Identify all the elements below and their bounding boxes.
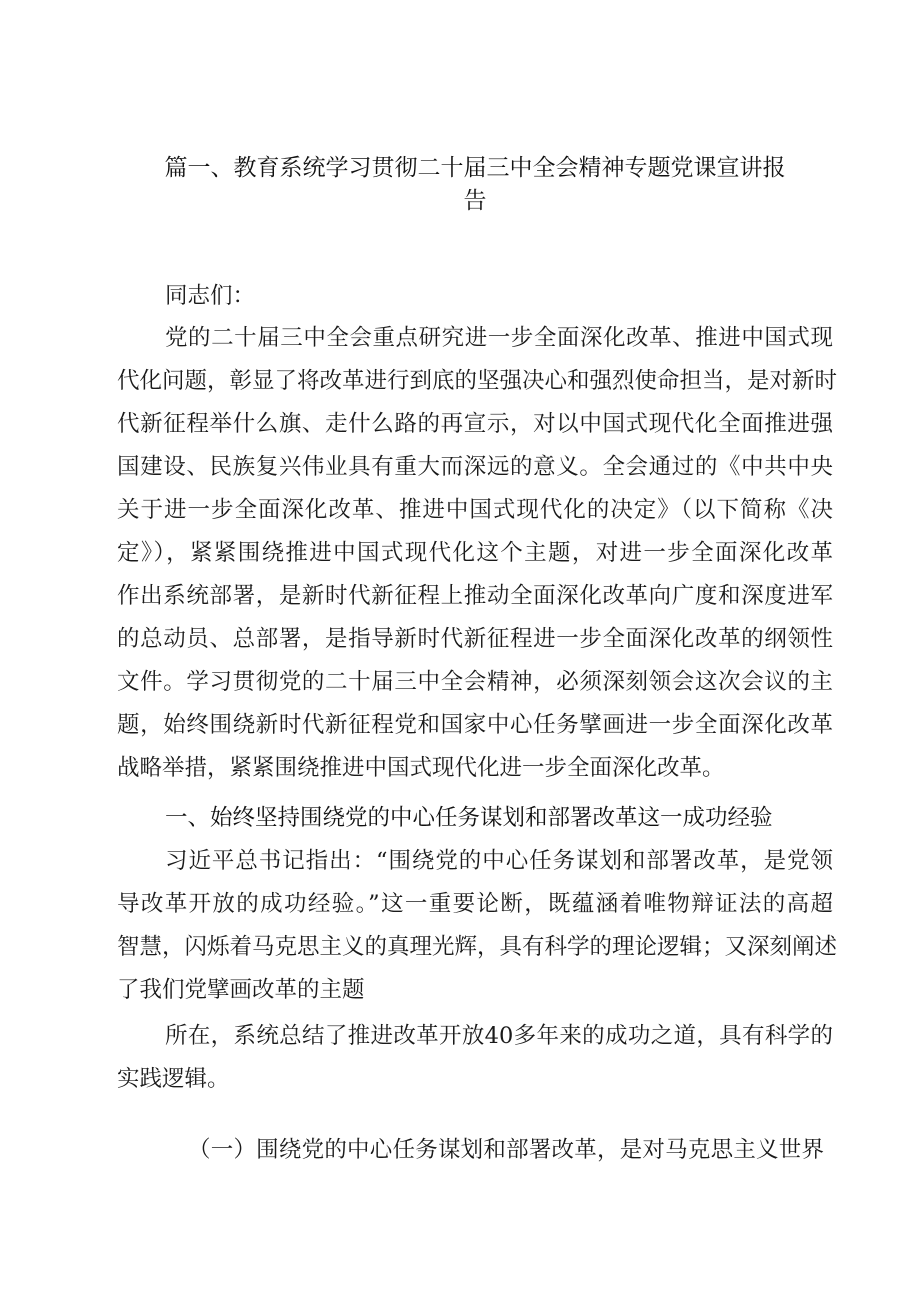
section-1-heading: 一、始终坚持围绕党的中心任务谋划和部署改革这一成功经验	[165, 805, 773, 831]
intro-line: 战略举措，紧紧围绕推进中国式现代化进一步全面深化改革。	[117, 755, 725, 781]
intro-line: 党的二十届三中全会重点研究进一步全面深化改革、推进中国式现	[165, 325, 833, 351]
document-title-line-2: 告	[463, 188, 487, 214]
section-1-line: 了我们党擘画改革的主题	[117, 977, 365, 1003]
document-title-line-1: 篇一、教育系统学习贯彻二十届三中全会精神专题党课宣讲报	[164, 155, 786, 181]
intro-line: 定》），紧紧围绕推进中国式现代化这个主题，对进一步全面深化改革	[117, 540, 833, 566]
subsection-1-heading: （一）围绕党的中心任务谋划和部署改革，是对马克思主义世界	[188, 1137, 824, 1163]
section-1-line: 导改革开放的成功经验。”这一重要论断，既蕴涵着唯物辩证法的高超	[117, 891, 833, 917]
intro-line: 的总动员、总部署，是指导新时代新征程进一步全面深化改革的纲领性	[117, 626, 833, 652]
intro-line: 关于进一步全面深化改革、推进中国式现代化的决定》（以下简称《决	[117, 497, 833, 523]
intro-line: 作出系统部署，是新时代新征程上推动全面深化改革向广度和深度进军	[117, 583, 833, 609]
section-1-cont-line: 所在，系统总结了推进改革开放40多年来的成功之道，具有科学的	[165, 1023, 833, 1049]
intro-line: 代新征程举什么旗、走什么路的再宣示，对以中国式现代化全面推进强	[117, 411, 833, 437]
section-1-cont-line: 实践逻辑。	[117, 1066, 230, 1092]
salutation: 同志们：	[165, 283, 256, 309]
intro-line: 国建设、民族复兴伟业具有重大而深远的意义。全会通过的《中共中央	[117, 454, 833, 480]
intro-line: 题，始终围绕新时代新征程党和国家中心任务擘画进一步全面深化改革	[117, 712, 833, 738]
intro-line: 文件。学习贯彻党的二十届三中全会精神，必须深刻领会这次会议的主	[117, 669, 833, 695]
section-1-line: 习近平总书记指出：“围绕党的中心任务谋划和部署改革，是党领	[165, 848, 833, 874]
section-1-line: 智慧，闪烁着马克思主义的真理光辉，具有科学的理论逻辑；又深刻阐述	[117, 934, 838, 960]
intro-line: 代化问题，彰显了将改革进行到底的坚强决心和强烈使命担当，是对新时	[117, 368, 838, 394]
